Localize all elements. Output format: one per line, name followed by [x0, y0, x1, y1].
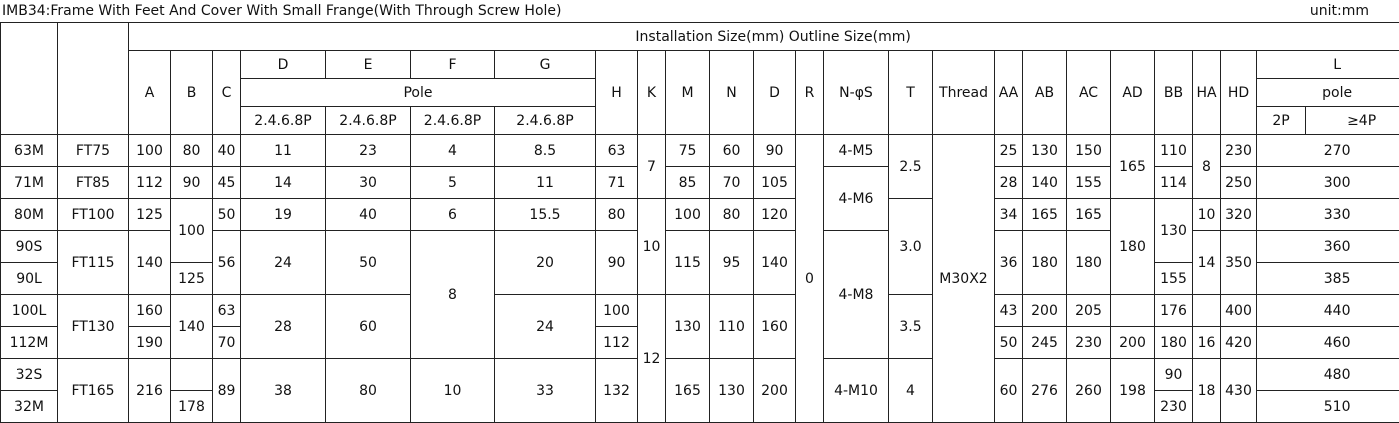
col-header-r: R: [796, 51, 824, 135]
ac-cell: 150: [1067, 135, 1111, 167]
hd-cell: 420: [1221, 327, 1257, 359]
ab-cell: 140: [1023, 167, 1067, 199]
hd-cell: 350: [1221, 231, 1257, 295]
col-header-ns: N-φS: [824, 51, 889, 135]
bb-cell: 230: [1155, 391, 1193, 423]
f-cell: 8: [411, 231, 495, 359]
bb-cell: 155: [1155, 263, 1193, 295]
ac-cell: 165: [1067, 199, 1111, 231]
m-cell: 85: [666, 167, 710, 199]
bb-cell: 130: [1155, 199, 1193, 263]
n-cell: 110: [710, 295, 754, 359]
r-cell: 0: [796, 135, 824, 423]
d2-cell: 160: [754, 295, 796, 359]
col-header-hd: HD: [1221, 51, 1257, 135]
d-cell: 38: [241, 359, 326, 423]
g-cell: 33: [495, 359, 596, 423]
c-cell: 50: [213, 199, 241, 231]
pole-header: Pole: [241, 79, 596, 107]
hd-cell: 250: [1221, 167, 1257, 199]
col-header-c: C: [213, 51, 241, 135]
ad-cell: [1111, 295, 1155, 327]
frame-cell: 112M: [1, 327, 58, 359]
k-cell: 10: [638, 199, 666, 295]
bb-cell: 110: [1155, 135, 1193, 167]
flange-cell: FT100: [58, 199, 129, 231]
e-cell: 23: [326, 135, 411, 167]
d2-cell: 140: [754, 231, 796, 295]
unit-label: unit:mm: [1310, 0, 1369, 22]
pole-spec-e: 2.4.6.8P: [326, 107, 411, 135]
col-header-bb: BB: [1155, 51, 1193, 135]
col-header-thread: Thread: [933, 51, 995, 135]
e-cell: 40: [326, 199, 411, 231]
h-cell: 132: [596, 359, 638, 423]
t-cell: 3.0: [889, 199, 933, 295]
flange-cell: FT165: [58, 359, 129, 423]
ab-cell: 165: [1023, 199, 1067, 231]
aa-cell: 60: [995, 359, 1023, 423]
pole-spec-d: 2.4.6.8P: [241, 107, 326, 135]
col-header-n: N: [710, 51, 754, 135]
ad-cell: 200: [1111, 327, 1155, 359]
frame-cell: 32M: [1, 391, 58, 423]
f-cell: 5: [411, 167, 495, 199]
d-cell: 11: [241, 135, 326, 167]
flange-cell: FT130: [58, 295, 129, 359]
c-cell: 40: [213, 135, 241, 167]
col-header-k: K: [638, 51, 666, 135]
n-cell: 130: [710, 359, 754, 423]
ab-cell: 130: [1023, 135, 1067, 167]
aa-cell: 50: [995, 327, 1023, 359]
g-cell: 8.5: [495, 135, 596, 167]
h-cell: 63: [596, 135, 638, 167]
frame-cell: 32S: [1, 359, 58, 391]
g-cell: 11: [495, 167, 596, 199]
col-header-t: T: [889, 51, 933, 135]
l-cell: 330: [1257, 199, 1399, 231]
d2-cell: 105: [754, 167, 796, 199]
ha-cell: [1193, 295, 1221, 327]
col-header-h: H: [596, 51, 638, 135]
col-header-ac: AC: [1067, 51, 1111, 135]
f-cell: 4: [411, 135, 495, 167]
d-cell: 28: [241, 295, 326, 359]
ns-cell: 4-M5: [824, 135, 889, 167]
n-cell: 60: [710, 135, 754, 167]
ab-cell: 180: [1023, 231, 1067, 295]
l-2p-header: 2P: [1257, 107, 1306, 135]
flange-cell: FT75: [58, 135, 129, 167]
col-header-a: A: [129, 51, 171, 135]
n-cell: 95: [710, 231, 754, 295]
ha-cell: 8: [1193, 135, 1221, 199]
g-cell: 20: [495, 231, 596, 295]
pole-spec-g: 2.4.6.8P: [495, 107, 596, 135]
g-cell: 15.5: [495, 199, 596, 231]
l-cell: 360: [1257, 231, 1399, 263]
frame-cell: 100L: [1, 295, 58, 327]
ad-cell: 180: [1111, 199, 1155, 295]
frame-cell: 80M: [1, 199, 58, 231]
bb-cell: 114: [1155, 167, 1193, 199]
c-cell: 45: [213, 167, 241, 199]
f-cell: 6: [411, 199, 495, 231]
h-cell: 100: [596, 295, 638, 327]
frame-cell: 63M: [1, 135, 58, 167]
header-row-columns: [1, 51, 1399, 79]
hd-cell: 320: [1221, 199, 1257, 231]
ac-cell: 205: [1067, 295, 1111, 327]
table-row: [1, 359, 1399, 391]
aa-cell: 28: [995, 167, 1023, 199]
aa-cell: 36: [995, 231, 1023, 295]
h-cell: 90: [596, 231, 638, 295]
h-cell: 71: [596, 167, 638, 199]
m-cell: 115: [666, 231, 710, 295]
m-cell: 75: [666, 135, 710, 167]
c-cell: 89: [213, 359, 241, 423]
d-cell: 14: [241, 167, 326, 199]
a-cell: 216: [129, 359, 171, 423]
e-cell: 30: [326, 167, 411, 199]
ns-cell: 4-M8: [824, 231, 889, 359]
t-cell: 3.5: [889, 295, 933, 359]
l-cell: 270: [1257, 135, 1399, 167]
col-header-g: G: [495, 51, 596, 79]
e-cell: 60: [326, 295, 411, 359]
b-cell: 90: [171, 167, 213, 199]
ad-cell: 165: [1111, 135, 1155, 199]
k-cell: 7: [638, 135, 666, 199]
table-row: [1, 167, 1399, 199]
ab-cell: 245: [1023, 327, 1067, 359]
k-cell: 12: [638, 295, 666, 423]
c-cell: 70: [213, 327, 241, 359]
header-row-group: [1, 23, 1399, 51]
flange-cell: FT115: [58, 231, 129, 295]
d2-cell: 200: [754, 359, 796, 423]
bb-cell: 90: [1155, 359, 1193, 391]
e-cell: 80: [326, 359, 411, 423]
table-row: [1, 135, 1399, 167]
b-cell: 80: [171, 135, 213, 167]
d2-cell: 90: [754, 135, 796, 167]
n-cell: 70: [710, 167, 754, 199]
h-cell: 80: [596, 199, 638, 231]
col-header-m: M: [666, 51, 710, 135]
ac-cell: 260: [1067, 359, 1111, 423]
t-cell: 4: [889, 359, 933, 423]
ac-cell: 180: [1067, 231, 1111, 295]
col-header-d: D: [241, 51, 326, 79]
ns-cell: 4-M10: [824, 359, 889, 423]
bb-cell: 180: [1155, 327, 1193, 359]
m-cell: 100: [666, 199, 710, 231]
c-cell: 63: [213, 295, 241, 327]
bb-cell: 176: [1155, 295, 1193, 327]
b-cell: 140: [171, 295, 213, 359]
col-header-f: F: [411, 51, 495, 79]
a-cell: 190: [129, 327, 171, 359]
hd-cell: 400: [1221, 295, 1257, 327]
frame-cell: 90S: [1, 231, 58, 263]
ha-cell: 10: [1193, 199, 1221, 231]
flange-header: [58, 23, 129, 135]
n-cell: 80: [710, 199, 754, 231]
table-row: [1, 295, 1399, 327]
ha-cell: 16: [1193, 327, 1221, 359]
a-cell: 160: [129, 295, 171, 327]
hd-cell: 230: [1221, 135, 1257, 167]
frame-cell: 71M: [1, 167, 58, 199]
t-cell: 2.5: [889, 135, 933, 199]
l-cell: 480: [1257, 359, 1399, 391]
c-cell: 56: [213, 231, 241, 295]
col-header-e: E: [326, 51, 411, 79]
a-cell: 100: [129, 135, 171, 167]
table-title: IMB34:Frame With Feet And Cover With Small Frange(With Through Screw Hole): [2, 0, 561, 22]
ha-cell: 14: [1193, 231, 1221, 295]
size-group-header: Installation Size(mm) Outline Size(mm): [129, 23, 1399, 51]
l-4p-header: ≥4P: [1306, 107, 1399, 135]
e-cell: 50: [326, 231, 411, 295]
col-header-ad: AD: [1111, 51, 1155, 135]
a-cell: 112: [129, 167, 171, 199]
aa-cell: 43: [995, 295, 1023, 327]
dimension-table: [0, 22, 1399, 423]
frame-header: [1, 23, 58, 135]
col-header-b: B: [171, 51, 213, 135]
l-cell: 460: [1257, 327, 1399, 359]
b-cell: 100: [171, 199, 213, 263]
flange-cell: FT85: [58, 167, 129, 199]
ha-cell: 18: [1193, 359, 1221, 423]
f-cell: 10: [411, 359, 495, 423]
g-cell: 24: [495, 295, 596, 359]
l-cell: 440: [1257, 295, 1399, 327]
ad-cell: 198: [1111, 359, 1155, 423]
m-cell: 130: [666, 295, 710, 359]
col-header-l: L: [1257, 51, 1399, 79]
col-header-d2: D: [754, 51, 796, 135]
l-pole-header: pole: [1257, 79, 1399, 107]
ab-cell: 276: [1023, 359, 1067, 423]
col-header-aa: AA: [995, 51, 1023, 135]
b-cell: [171, 359, 213, 391]
l-cell: 300: [1257, 167, 1399, 199]
m-cell: 165: [666, 359, 710, 423]
col-header-ab: AB: [1023, 51, 1067, 135]
d-cell: 24: [241, 231, 326, 295]
ns-cell: 4-M6: [824, 167, 889, 231]
frame-cell: 90L: [1, 263, 58, 295]
table-row: [1, 199, 1399, 231]
b-cell: 178: [171, 391, 213, 423]
hd-cell: 430: [1221, 359, 1257, 423]
ac-cell: 155: [1067, 167, 1111, 199]
b-cell: 125: [171, 263, 213, 295]
d2-cell: 120: [754, 199, 796, 231]
ac-cell: 230: [1067, 327, 1111, 359]
col-header-ha: HA: [1193, 51, 1221, 135]
aa-cell: 25: [995, 135, 1023, 167]
a-cell: 125: [129, 199, 171, 231]
l-cell: 385: [1257, 263, 1399, 295]
a-cell: 140: [129, 231, 171, 295]
l-cell: 510: [1257, 391, 1399, 423]
aa-cell: 34: [995, 199, 1023, 231]
thread-cell: M30X2: [933, 135, 995, 423]
h-cell: 112: [596, 327, 638, 359]
pole-spec-f: 2.4.6.8P: [411, 107, 495, 135]
ab-cell: 200: [1023, 295, 1067, 327]
d-cell: 19: [241, 199, 326, 231]
